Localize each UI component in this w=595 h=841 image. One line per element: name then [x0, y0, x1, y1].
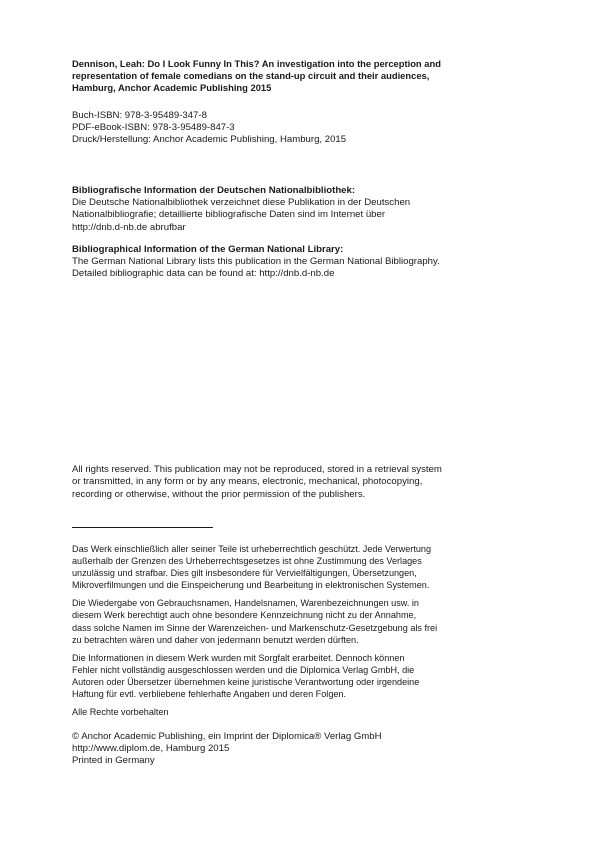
legal-line: diesem Werk berechtigt auch ohne besondere Kennzeichnung nicht zu der Annahme, — [72, 610, 417, 621]
printing-info: Druck/Herstellung: Anchor Academic Publishing, Hamburg, 2015 — [72, 134, 347, 146]
biblio-en-line: Detailed bibliographic data can be found at: http://dnb.d-nb.de — [72, 268, 335, 280]
liability-paragraph — [72, 652, 532, 700]
copyright-paragraph — [72, 543, 532, 591]
biblio-en-heading: Bibliographical Information of the German National Library: — [72, 244, 344, 255]
legal-line: Die Informationen in diesem Werk wurden mit Sorgfalt erarbeitet. Dennoch können — [72, 652, 405, 663]
all-rights-paragraph — [72, 706, 532, 718]
printed-in: Printed in Germany — [72, 755, 155, 767]
rights-line: or transmitted, in any form or by any means, electronic, mechanical, photocopying, — [72, 476, 423, 488]
divider-rule — [72, 527, 213, 528]
rights-line: recording or otherwise, without the prior permission of the publishers. — [72, 488, 366, 500]
publisher-imprint: © Anchor Academic Publishing, ein Imprint der Diplomica® Verlag GmbH — [72, 731, 382, 742]
isbn-block — [72, 110, 532, 147]
book-isbn: Buch-ISBN: 978-3-95489-347-8 — [72, 110, 207, 121]
rights-reserved-notice — [72, 464, 532, 501]
bibliographic-info-english — [72, 244, 532, 281]
legal-line: dass solche Namen im Sinne der Warenzeichen- und Markenschutz-Gesetzgebung als frei — [72, 622, 438, 633]
title-line: Dennison, Leah: Do I Look Funny In This? An investigation into the perception and — [72, 58, 441, 69]
legal-line: Die Wiedergabe von Gebrauchsnamen, Handelsnamen, Warenbezeichnungen usw. in — [72, 598, 419, 609]
biblio-de-line: Nationalbibliografie; detaillierte bibliografische Daten sind im Internet über — [72, 209, 386, 221]
legal-line: Mikroverfilmungen und die Einspeicherung und Bearbeitung in elektronischen Systemen. — [72, 580, 430, 591]
biblio-de-line: Die Deutsche Nationalbibliothek verzeichnet diese Publikation in der Deutschen — [72, 197, 411, 209]
legal-notice-german — [72, 543, 532, 724]
legal-line: Haftung für evtl. verbliebene fehlerhafte Angaben und deren Folgen. — [72, 689, 347, 700]
legal-line: außerhalb der Grenzen des Urheberrechtsgesetzes ist ohne Zustimmung des Verlages — [72, 556, 422, 567]
rights-line: All rights reserved. This publication may not be reproduced, stored in a retrieval system — [72, 464, 442, 475]
biblio-de-heading: Bibliografische Information der Deutschen Nationalbibliothek: — [72, 185, 356, 196]
trademark-paragraph — [72, 597, 532, 645]
legal-line: Fehler nicht vollständig ausgeschlossen werden und die Diplomica Verlag GmbH, die — [72, 664, 415, 675]
book-title-block — [72, 58, 532, 95]
biblio-de-line: http://dnb.d-nb.de abrufbar — [72, 221, 186, 233]
legal-line: unzulässig und strafbar. Dies gilt insbesondere für Vervielfältigungen, Übersetzungen, — [72, 568, 417, 579]
ebook-isbn: PDF-eBook-ISBN: 978-3-95489-847-3 — [72, 122, 235, 134]
legal-line: Alle Rechte vorbehalten — [72, 707, 169, 718]
legal-line: Autoren oder Übersetzer übernehmen keine juristische Verantwortung oder irgendeine — [72, 676, 420, 687]
title-line: Hamburg, Anchor Academic Publishing 2015 — [72, 82, 272, 94]
bibliographic-info-german — [72, 185, 532, 234]
title-line: representation of female comedians on the stand-up circuit and their audiences, — [72, 70, 430, 82]
biblio-en-line: The German National Library lists this publication in the German National Bibliography. — [72, 256, 440, 268]
publisher-url: http://www.diplom.de, Hamburg 2015 — [72, 743, 230, 755]
legal-line: Das Werk einschließlich aller seiner Teile ist urheberrechtlich geschützt. Jede Verwertung — [72, 544, 432, 554]
legal-line: zu betrachten wären und daher von jedermann benutzt werden dürften. — [72, 634, 359, 645]
publisher-footer — [72, 731, 532, 768]
